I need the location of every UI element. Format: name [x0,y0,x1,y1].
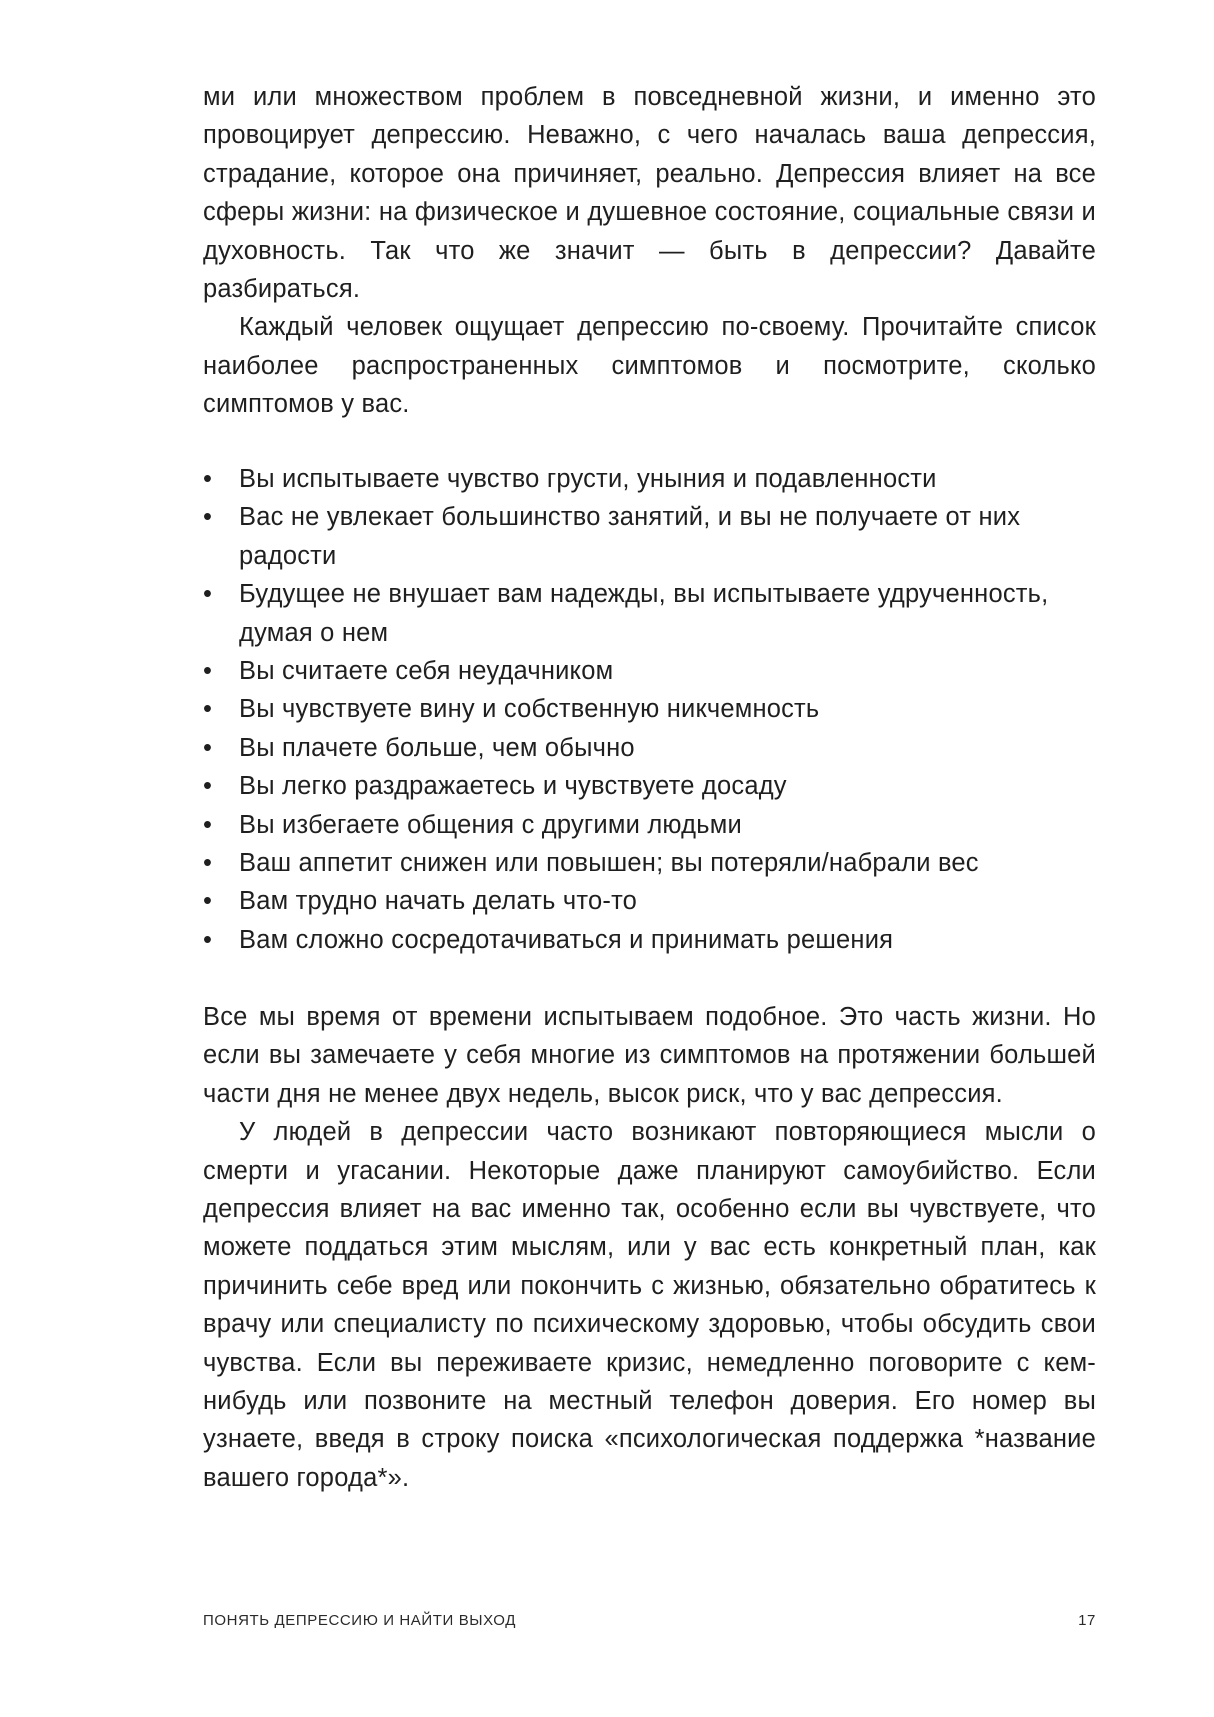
intro-text [203,78,1096,424]
list-item [203,882,1096,920]
list-item [203,921,1096,959]
page-number: 17 [1078,1612,1096,1629]
list-item-text: Вам трудно начать делать что-то [239,887,638,916]
list-item-text: Ваш аппетит снижен или повышен; вы потеряли/набрали вес [239,849,979,878]
symptom-list [203,460,1096,959]
bullet-icon: • [203,657,213,686]
list-item-text: Вы чувствуете вину и собственную никчемность [239,695,820,724]
paragraph: Каждый человек ощущает депрессию по-своему. Прочитайте список наиболее распространенных симптомов и посмотрите, сколько симптомов у вас. [203,313,1096,419]
list-item-text: Будущее не внушает вам надежды, вы испытываете удрученность, думая о нем [239,580,1049,647]
bullet-icon: • [203,580,213,609]
list-item [203,844,1096,882]
bullet-icon: • [203,465,213,493]
bullet-icon: • [203,887,213,916]
list-item-text: Вы считаете себя неудачником [239,657,614,686]
bullet-icon: • [203,733,213,762]
bullet-icon: • [203,925,213,954]
running-title: ПОНЯТЬ ДЕПРЕССИЮ И НАЙТИ ВЫХОД [203,1612,516,1629]
page-footer [203,1612,1096,1636]
list-item [203,652,1096,690]
list-item [203,767,1096,805]
list-item-text: Вы легко раздражаетесь и чувствуете досаду [239,772,787,801]
list-item [203,690,1096,728]
bullet-icon: • [203,772,213,801]
bullet-icon: • [203,810,213,839]
list-item [203,729,1096,767]
list-item-text: Вам сложно сосредотачиваться и принимать решения [239,925,894,954]
conclusion-text [203,998,1096,1497]
list-item-text: Вас не увлекает большинство занятий, и вы не получаете от них радости [239,503,1021,570]
paragraph: У людей в депрессии часто возникают повторяющиеся мысли о смерти и угасании. Некоторые даже планируют самоубийство. Если депрессия влияет на вас именно так, особенно если вы чувствуете, что можете поддаться этим мыслям, или у вас есть конкретный план, как причинить себе вред или покончить с жизнью, обязательно обратитесь к врачу или специалисту по психическому здоровью, чтобы обсудить свои чувства. Если вы переживаете кризис, немедленно поговорите с кем-нибудь или позвоните на местный телефон доверия. Его номер вы узнаете, введя в строку поиска «психологическая поддержка *название вашего города*». [203,1118,1096,1492]
list-item-text: Вы избегаете общения с другими людьми [239,810,742,839]
bullet-icon: • [203,503,213,532]
bullet-icon: • [203,849,213,878]
list-item [203,498,1096,575]
list-item-text: Вы плачете больше, чем обычно [239,733,635,762]
paragraph: Все мы время от времени испытываем подобное. Это часть жизни. Но если вы замечаете у себя многие из симптомов на протяжении большей части дня не менее двух недель, высок риск, что у вас депрессия. [203,1003,1096,1108]
list-item-text: Вы испытываете чувство грусти, уныния и подавленности [239,465,937,493]
list-item [203,806,1096,844]
bullet-icon: • [203,695,213,724]
list-item [203,575,1096,652]
list-item [203,460,1096,498]
paragraph: ми или множеством проблем в повседневной жизни, и именно это провоцирует депрессию. Неважно, с чего началась ваша депрессия, страдание, которое она причиняет, реально. Депрессия влияет на все сферы жизни: на физическое и душевное состояние, социальные связи и духовность. Так что же значит — быть в депрессии? Давайте разбираться. [203,83,1096,304]
